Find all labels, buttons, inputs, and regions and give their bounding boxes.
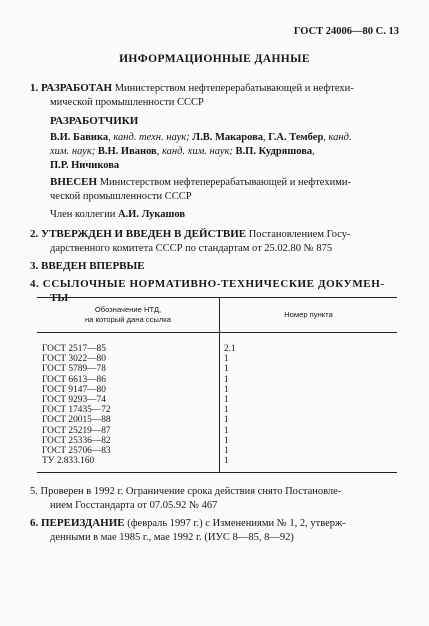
section-6-text-a: (февраль 1997 г.) с Изменениями № 1, 2, утверж- [124,518,346,529]
clause-number: 2.1 [224,344,236,354]
ntd-designation: ГОСТ 6613—86 [42,374,106,385]
section-6-text-b: денными в мае 1985 г., мае 1992 г. (ИУС 8—85, 8—92) [50,532,294,543]
introduced-text-a: Министерством нефтеперерабатывающей и нефтехими- [97,177,351,188]
clause-number: 1 [224,435,229,446]
section-1-label: 1. РАЗРАБОТАН [30,82,113,94]
developer-name: В.П. Кудряшова [235,146,313,157]
section-5-line-2: нием Госстандарта от 07.05.92 № 467 [50,500,218,511]
section-3-label: 3. ВВЕДЕН ВПЕРВЫЕ [30,260,145,272]
ntd-designation: ГОСТ 3022—80 [42,354,106,365]
column-header-clause: Номер пункта [284,310,333,319]
separator: , [312,146,315,157]
section-4-label-cont: ТЫ [50,292,69,304]
developer-name: В.И. Бавика [50,132,109,143]
developers-line-2 [50,145,315,158]
section-1-text-a: Министерством нефтеперерабатывающей и нефтехи- [112,83,354,94]
ntd-designation: ГОСТ 9293—74 [42,394,106,405]
board-member-role: Член коллегии [50,209,118,220]
table-body [37,344,397,466]
developer-name: Г.А. Тембер [268,132,324,143]
developer-degree: , канд. [323,132,352,143]
table-row [37,375,397,385]
clause-number: 1 [224,456,229,467]
board-member-name: А.И. Лукашов [117,209,186,220]
clause-number: 1 [224,354,229,365]
header-divider [37,332,397,333]
page-header: ГОСТ 24006—80 С. 13 [293,26,399,37]
references-table [37,297,397,473]
table-row [37,446,397,456]
column-header-ntd: Обозначение НТД, на который дана ссылка [84,305,171,324]
clause-number: 1 [224,445,229,456]
clause-number: 1 [224,425,229,436]
section-6-label: 6. ПЕРЕИЗДАНИЕ [30,517,125,529]
introduced-line-1 [50,176,351,189]
table-row [37,436,397,446]
section-6-line-1 [30,517,346,530]
ntd-designation: ГОСТ 17435—72 [42,405,111,416]
section-2-text-a: Постановлением Госу- [246,229,351,240]
section-5-line-1: 5. Проверен в 1992 г. Ограничение срока действия снято Постановле- [30,486,342,497]
clause-number: 1 [224,415,229,426]
ntd-designation: ГОСТ 9147—80 [42,384,106,395]
developer-degree: , канд. хим. наук; [156,146,236,157]
developer-degree: хим. наук; [50,146,98,157]
section-4-label: 4. ССЫЛОЧНЫЕ НОРМАТИВНО-ТЕХНИЧЕСКИЕ ДОКУМЕН- [30,278,385,290]
introduced-text-b: ческой промышленности СССР [50,191,192,202]
clause-number: 1 [224,405,229,416]
page-title: ИНФОРМАЦИОННЫЕ ДАННЫЕ [119,53,310,65]
section-1-text-b: мической промышленности СССР [50,97,204,108]
table-row [37,354,397,364]
developers-line-1 [50,131,352,144]
ntd-designation: ГОСТ 2517—85 [42,344,106,354]
clause-number: 1 [224,384,229,395]
ntd-designation: ГОСТ 25336—82 [42,435,111,446]
board-member-line [50,208,185,221]
section-2-label: 2. УТВЕРЖДЕН И ВВЕДЕН В ДЕЙСТВИЕ [30,228,247,240]
table-row [37,405,397,415]
developer-name: Л.В. Макарова [192,132,264,143]
section-1-line-1 [30,82,354,95]
introduced-label: ВНЕСЕН [50,176,98,188]
clause-number: 1 [224,364,229,375]
table-row [37,364,397,374]
separator: , [263,132,269,143]
table-row [37,344,397,354]
ntd-designation: ТУ 2.833.160 [42,456,95,467]
table-row [37,385,397,395]
section-2-text-b: дарственного комитета СССР по стандартам от 25.02.80 № 875 [50,243,333,254]
clause-number: 1 [224,394,229,405]
table-row [37,456,397,466]
clause-number: 1 [224,374,229,385]
ntd-designation: ГОСТ 25219—87 [42,425,111,436]
developer-degree: , канд. техн. наук; [108,132,193,143]
developer-name: В.Н. Иванов [97,146,157,157]
ntd-designation: ГОСТ 20015—88 [42,415,111,426]
table-row [37,395,397,405]
developers-heading: РАЗРАБОТЧИКИ [50,115,139,127]
table-row [37,415,397,425]
developer-name: П.Р. Ничикова [50,160,120,171]
ntd-designation: ГОСТ 25706—83 [42,445,111,456]
ntd-designation: ГОСТ 5789—78 [42,364,106,375]
table-row [37,426,397,436]
section-2-line-1 [30,228,351,241]
